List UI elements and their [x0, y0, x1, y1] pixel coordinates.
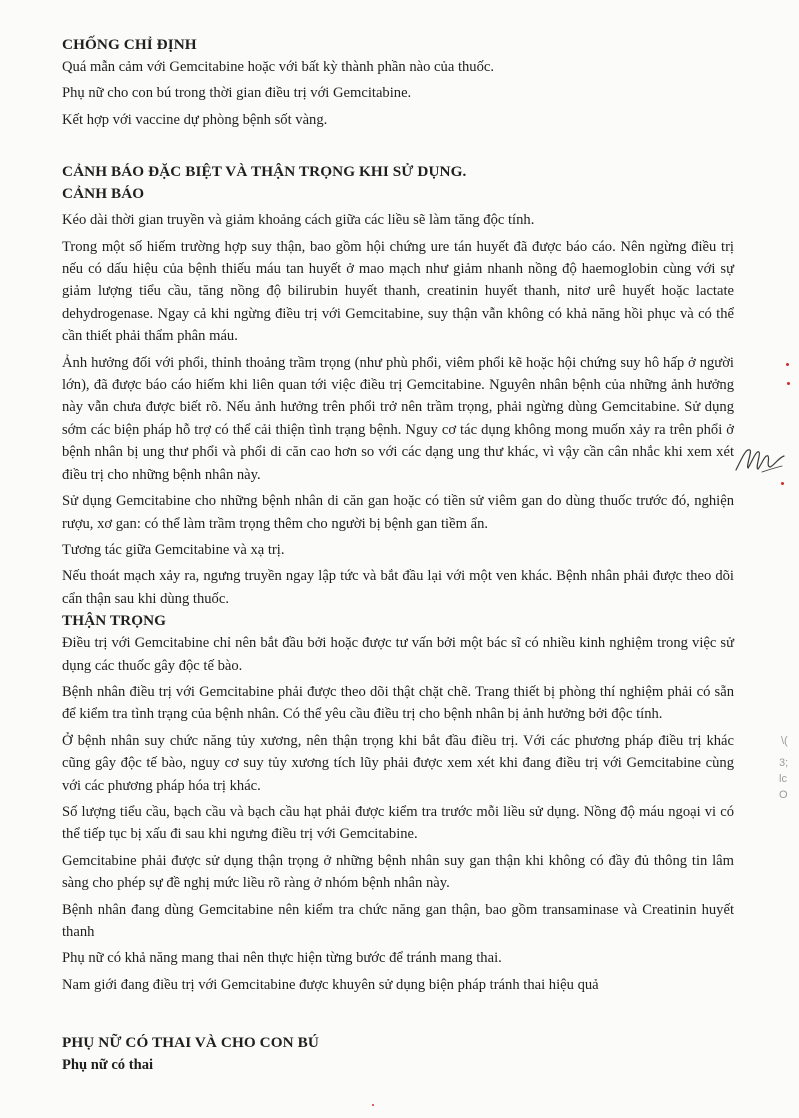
precaution-paragraph: Bệnh nhân điều trị với Gemcitabine phải được theo dõi thật chặt chẽ. Trang thiết bị phòng thí nghiệm phải có sẵn để kiểm tra tình trạng của bệnh nhân. Có thể yêu cầu điều trị cho bệnh nhân bị ảnh hưởng bởi độc tính. [62, 683, 734, 723]
warnings-heading: CẢNH BÁO [62, 185, 145, 203]
precaution-paragraph: Nam giới đang điều trị với Gemcitabine được khuyên sử dụng biện pháp tránh thai hiệu quả [62, 976, 599, 993]
red-mark [787, 382, 790, 385]
red-mark [372, 1104, 374, 1106]
warning-paragraph: Ảnh hưởng đối với phổi, thỉnh thoảng trầm trọng (như phù phổi, viêm phổi kẽ hoặc hội chứng suy hô hấp ở người lớn), đã được báo cáo hiếm khi liên quan tới việc điều trị Gemcitabine. Nguyên nhân bệnh của những ảnh hưởng này vẫn chưa được biết rõ. Nếu ảnh hưởng trên phổi trở nên trầm trọng, phải ngừng dùng Gemcitabine. Sử dụng sớm các biện pháp hỗ trợ có thể cải thiện tình trạng bệnh. Nguy cơ tác dụng không mong muốn xảy ra trên phổi ở bệnh nhân bị ung thư phổi và phổi di căn cao hơn so với các dạng ung thư khác, vì vậy cần cân nhắc khi xem xét điều trị cho những bệnh nhân này. [62, 354, 734, 483]
contraindication-item: Quá mẫn cảm với Gemcitabine hoặc với bất kỳ thành phần nào của thuốc. [62, 59, 495, 75]
contraindication-item: Phụ nữ cho con bú trong thời gian điều trị với Gemcitabine. [62, 85, 412, 102]
margin-mark: \( [781, 735, 788, 747]
pregnancy-subheading: Phụ nữ có thai [62, 1057, 154, 1074]
margin-mark: lc [779, 773, 787, 785]
precaution-paragraph: Số lượng tiểu cầu, bạch cầu và bạch cầu hạt phải được kiểm tra trước mỗi liều sử dụng. Nồng độ máu ngoại vi có thể tiếp tục bị xấu đi sau khi ngưng điều trị với Gemcitabine. [62, 803, 734, 843]
warning-paragraph: Trong một số hiếm trường hợp suy thận, bao gồm hội chứng ure tán huyết đã được báo cáo. Nên ngừng điều trị nếu có dấu hiệu của bệnh thiếu máu tan huyết ở mao mạch như giảm nhanh nồng độ haemoglobin cùng với sự giảm lượng tiểu cầu, tăng nồng độ bilirubin huyết thanh, creatinin huyết thanh, nitơ urê huyết hoặc lactate dehydrogenase. Ngay cả khi ngừng điều trị với Gemcitabine, suy thận vẫn không có khả năng hồi phục và có thể cần thiết phải thẩm phân máu. [62, 238, 734, 345]
signature-icon [732, 440, 788, 480]
warning-paragraph: Tương tác giữa Gemcitabine và xạ trị. [62, 541, 285, 558]
precaution-paragraph: Bệnh nhân đang dùng Gemcitabine nên kiểm tra chức năng gan thận, bao gồm transaminase và Creatinin huyết thanh [62, 901, 734, 940]
precautions-list [62, 632, 734, 996]
precaution-paragraph: Điều trị với Gemcitabine chỉ nên bắt đầu bởi hoặc được tư vấn bởi một bác sĩ có nhiều kinh nghiệm trong việc sử dụng các thuốc gây độc tế bào. [62, 635, 734, 674]
contraindication-item: Kết hợp với vaccine dự phòng bệnh sốt vàng. [62, 111, 328, 128]
red-mark [786, 363, 789, 366]
margin-mark: 3; [779, 757, 789, 769]
precaution-paragraph: Phụ nữ có khả năng mang thai nên thực hiện từng bước để tránh mang thai. [62, 950, 502, 967]
document-page [62, 34, 734, 1076]
warning-paragraph: Sử dụng Gemcitabine cho những bệnh nhân di căn gan hoặc có tiền sử viêm gan do dùng thuốc trước đó, nghiện rượu, xơ gan: có thể làm trầm trọng thêm cho người bị bệnh gan tiềm ẩn. [62, 493, 734, 532]
warnings-section-heading: CẢNH BÁO ĐẶC BIỆT VÀ THẬN TRỌNG KHI SỬ DỤNG. [62, 163, 467, 181]
margin-mark: O [779, 789, 788, 801]
contraindications-heading: CHỐNG CHỈ ĐỊNH [62, 36, 197, 53]
warning-paragraph: Kéo dài thời gian truyền và giảm khoảng cách giữa các liều sẽ làm tăng độc tính. [62, 212, 535, 229]
precaution-paragraph: Ở bệnh nhân suy chức năng tủy xương, nên thận trọng khi bắt đầu điều trị. Với các phương pháp điều trị khác cũng gây độc tế bào, nguy cơ suy tủy xương tích lũy phải được xem xét khi đang điều trị với Gemcitabine cùng với các phương pháp hóa trị khác. [62, 732, 734, 794]
warning-paragraph: Nếu thoát mạch xảy ra, ngưng truyền ngay lập tức và bắt đầu lại với một ven khác. Bệnh nhân phải được theo dõi cẩn thận sau khi dùng thuốc. [62, 568, 734, 607]
pregnancy-heading: PHỤ NỮ CÓ THAI VÀ CHO CON BÚ [62, 1034, 319, 1052]
precaution-paragraph: Gemcitabine phải được sử dụng thận trọng ở những bệnh nhân suy gan thận khi không có đầy đủ thông tin lâm sàng cho phép sự đề nghị mức liều rõ ràng ở nhóm bệnh nhân này. [62, 852, 734, 892]
red-mark [781, 482, 784, 485]
precautions-heading: THẬN TRỌNG [62, 612, 167, 630]
contraindications-list [62, 56, 734, 131]
warnings-list [62, 209, 734, 610]
